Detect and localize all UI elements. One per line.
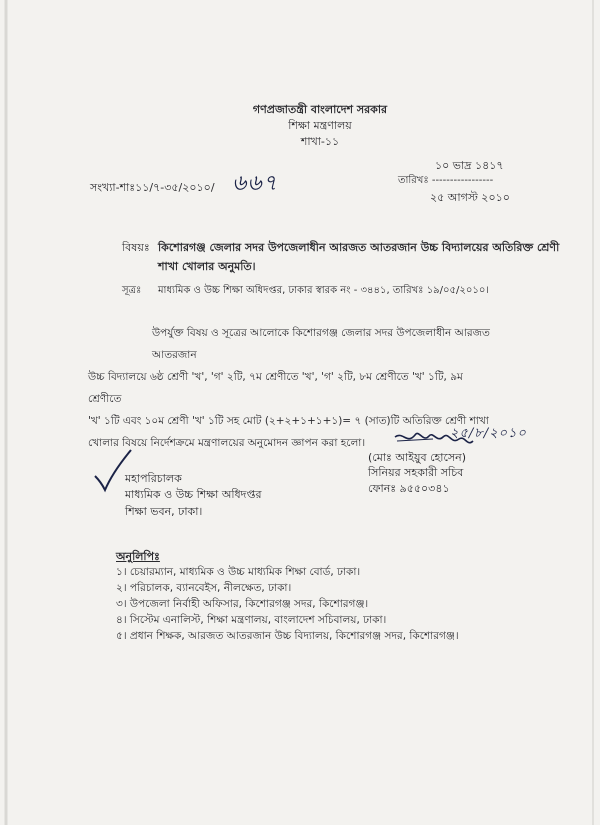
reference-text: মাধ্যমিক ও উচ্চ শিক্ষা অধিদপ্তর, ঢাকার স্বারক নং - ৩৪৪১, তারিখঃ ১৯/০৫/২০১০। [158, 285, 489, 296]
recipient-title: মহাপরিচালক [125, 472, 182, 485]
body-line-1: উপর্যুক্ত বিষয় ও সূত্রের আলোকে কিশোরগঞ্জ জেলার সদর উপজেলাধীন আরজত আতরজান [152, 327, 490, 361]
memo-number: সংখ্যা-শাঃ১১/৭-৩৫/২০১০/ [90, 181, 215, 194]
government-title: গণপ্রজাতন্ত্রী বাংলাদেশ সরকার [252, 103, 388, 116]
bangla-date: ১০ ভাদ্র ১৪১৭ [435, 159, 504, 172]
body-line-4: খোলার বিষয়ে নির্দেশক্রমে মন্ত্রণালয়ের অনুমোদন জ্ঞাপন করা হলো। [88, 437, 366, 449]
subject-line-2: শাখা খোলার অনুমতি। [158, 260, 256, 273]
handwritten-memo-number: ৬৬৭ [232, 171, 278, 196]
ministry-title: শিক্ষা মন্ত্রণালয় [288, 119, 352, 132]
copy-item: ৫। প্রধান শিক্ষক, আরজত আতরজান উচ্চ বিদ্যালয়, কিশোরগঞ্জ সদর, কিশোরগঞ্জ। [116, 630, 459, 642]
signatory-designation: সিনিয়র সহকারী সচিব [368, 466, 464, 479]
subject-label: বিষয়ঃ [122, 241, 150, 254]
signatory-phone: ফোনঃ ৯৫৫০৩৪১ [368, 482, 450, 495]
reference-label: সূত্রঃ [122, 285, 142, 296]
copy-item: ২। পরিচালক, ব্যানবেইস, নীলক্ষেত, ঢাকা। [116, 582, 292, 594]
copy-item: ১। চেয়ারম্যান, মাধ্যমিক ও উচ্চ মাধ্যমিক শিক্ষা বোর্ড, ঢাকা। [116, 566, 361, 578]
body-line-3: 'খ' ১টি এবং ১০ম শ্রেণী 'খ' ১টি সহ মোট (২+২+১+১+১)= ৭ (সাত)টি অতিরিক্ত শ্রেণী শাখা [88, 415, 489, 427]
body-line-2: উচ্চ বিদ্যালয়ে ৬ষ্ঠ শ্রেণী 'খ', 'গ' ২টি, ৭ম শ্রেণীতে 'খ', 'গ' ২টি, ৮ম শ্রেণীতে 'খ' ১টি, ৯ম শ্রেণীতে [88, 371, 463, 405]
date-label: তারিখঃ ----------------- [398, 175, 494, 186]
branch-title: শাখা-১১ [300, 135, 340, 148]
copies-list [116, 564, 459, 644]
english-date: ২৫ আগস্ট ২০১০ [430, 191, 510, 204]
copies-heading: অনুলিপিঃ [116, 550, 160, 563]
copy-item: ৩। উপজেলা নির্বাহী অফিসার, কিশোরগঞ্জ সদর, কিশোরগঞ্জ। [116, 598, 369, 610]
signatory-name: (মোঃ আইয়ুব হোসেন) [368, 451, 467, 464]
recipient-address: শিক্ষা ভবন, ঢাকা। [125, 505, 203, 518]
subject-line-1: কিশোরগঞ্জ জেলার সদর উপজেলাধীন আরজত আতরজান উচ্চ বিদ্যালয়ের অতিরিক্ত শ্রেণী [158, 241, 560, 254]
recipient-office: মাধ্যমিক ও উচ্চ শিক্ষা অধিদপ্তর [125, 488, 262, 501]
copy-item: ৪। সিস্টেম এনালিস্ট, শিক্ষা মন্ত্রণালয়, বাংলাদেশ সচিবালয়, ঢাকা। [116, 614, 387, 626]
handwritten-sign-date: ২৫/৮/২০১০ [450, 426, 527, 441]
